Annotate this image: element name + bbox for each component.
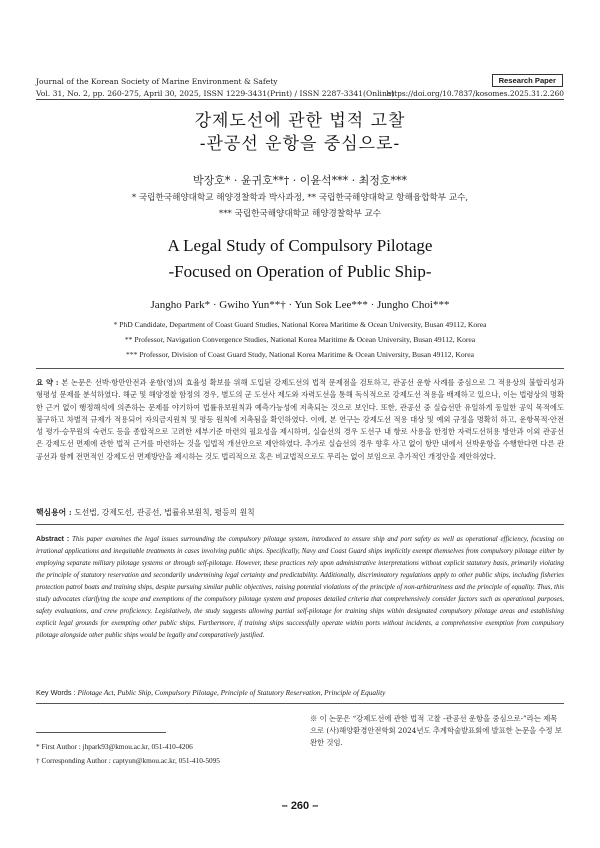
abstract-en-text: This paper examines the legal issues surrounding the compulsory pilotage system, introduced to ensure ship and port safety as well as operational efficiency, focusing on irrational applications and inequitable treatments in cases involving public ships. Specifically, Navy and Coast Guard ships implicitly exempt themselves from compulsory pilotage either by employing separate military pilotage systems or through self-pilotage. However, these practices rely upon administrative interpretations without explicit statutory basis, primarily violating the principle of statutory reservation and secondarily undermining legal certainty and predictability. Additionally, discriminatory regulations apply to other public ships, including fisheries protection patrol boats and training ships, despite pursuing similar public objectives, raising potential violations of the principle of non-arbitrariness and the principle of equality. Thus, this study advocates clarifying the scope and exemptions of the compulsory pilotage system and proposes detailed criteria that comprehensively consider factors such as operational purposes, safety evaluations, and crew proficiency. Legislatively, the study suggests allowing partial self-pilotage for training ships within designated compulsory pilotage areas and establishing explicit legal grounds for exempting other public ships. Furthermore, if training ships successfully operate within ports without incidents, a comprehensive exemption from compulsory pilotage alongside other public ships would be legally and comparatively justified. [36, 536, 564, 639]
keywords-ko-label: 핵심용어 : [36, 508, 72, 517]
keywords-en-label: Key Words : [36, 688, 76, 697]
footnote-rule [36, 732, 166, 733]
abstract-ko-text: 본 논문은 선박·항만안전과 운항(영)의 효율성 확보를 위해 도입된 강제도선의 법적 문제점을 검토하고, 관공선 운항 사례를 중심으로 그 적용상의 불합리성과 형평성 문제를 분석하였다. 해군 및 해양경찰 함정의 경우, 별도의 군 도선사 제도와 자력도선을 통해 독식적으로 강제도선 적용을 배제하고 있으나, 이는 법령상의 명확한 근거 없이 행정해석에 의존하는 문제를 야기하여 법률유보원칙과 예측가능성에 저촉되는 것으로 보인다. 또한, 관공선 중 실습선만 유일하게 동일한 공익 목적에도 불구하고 차별적 규제가 적용되어 자의금지원칙 및 평등 원칙에 저촉됨을 확인하였다. 이에, 본 연구는 강제도선 적용 대상 및 예외 규정을 명확히 하고, 운항목적·안전성 평가·승무원의 숙련도 등을 종합적으로 고려한 세부기준 마련의 필요성을 제시하며, 실습선의 경우 도선구 내 항로 사용을 한정한 자력도선허용 방안과 이외 관공선은 강제도선 면제에 관한 법적 근거를 마련하는 것을 입법적 개선안으로 제안하였다. 추가로 실습선의 경우 향후 사고 없이 항만 내에서 선박운항을 수행한다면 다른 관공선과 함께 전면적인 강제도선 면제방안을 제시하는 것도 법리적으로 혹은 비교법적으로도 무리는 없이 보임으로 추가적인 개정안을 제안하였다. [36, 378, 564, 461]
keywords-en-text: Pilotage Act, Public Ship, Compulsory Pilotage, Principle of Statutory Reservation, Principle of Equality [77, 688, 386, 697]
volume-line: Vol. 31, No. 2, pp. 260-275, April 30, 2025, ISSN 1229-3431(Print) / ISSN 2287-3341(Online) [36, 89, 395, 98]
affiliation-en-line2: ** Professor, Navigation Convergence Studies, National Korea Maritime & Ocean University, Busan 49112, Korea [124, 335, 476, 344]
abstract-ko-label: 요 약 : [36, 378, 59, 387]
abstract-rule [36, 368, 564, 369]
title-ko-line2: -관공선 운항을 중심으로- [199, 134, 401, 154]
abstract-ko [36, 377, 564, 463]
doi-link[interactable]: https://doi.org/10.7837/kosomes.2025.31.2.260 [386, 89, 564, 98]
affiliation-ko-line1: * 국립한국해양대학교 해양경찰학과 박사과정, ** 국립한국해양대학교 항해융합학부 교수, [131, 193, 469, 203]
header-rule [36, 99, 564, 100]
authors-en: Jangho Park* · Gwiho Yun**† · Yun Sok Lee*** · Jungho Choi*** [150, 299, 450, 311]
abstract-en-label: Abstract : [36, 536, 70, 543]
affiliation-en-line3: *** Professor, Division of Coast Guard Study, National Korea Maritime & Ocean University, Busan 49112, Korea [126, 350, 474, 359]
keywords-ko [36, 507, 255, 518]
keywords-ko-text: 도선법, 강제도선, 관공선, 법률유보원칙, 평등의 원칙 [74, 508, 255, 517]
section-rule [36, 524, 564, 525]
affiliation-en-line1: * PhD Candidate, Department of Coast Guard Studies, National Korea Maritime & Ocean University, Busan 49112, Korea [113, 320, 487, 329]
title-en-line1: A Legal Study of Compulsory Pilotage [167, 236, 433, 255]
conference-note: ※ 이 논문은 “강제도선에 관한 법적 고찰 -관공선 운항을 중심으로-”라는 제목으로 (사)해양환경안전학회 2024년도 추계학술발표회에 발표한 논문을 수정 보완한 것임. [310, 714, 562, 747]
title-en-line2: -Focused on Operation of Public Ship- [168, 262, 432, 281]
page-number: – 260 – [281, 800, 319, 812]
journal-name: Journal of the Korean Society of Marine Environment & Safety [36, 77, 278, 86]
keywords-rule [36, 703, 564, 704]
footnote-first-author: * First Author : jhpark93@kmou.ac.kr, 051-410-4206 [36, 742, 193, 751]
abstract-en [36, 534, 564, 642]
keywords-en [36, 688, 385, 697]
footnote-corresponding-author: † Corresponding Author : captyun@kmou.ac.kr, 051-410-5095 [36, 756, 220, 765]
affiliation-ko-line2: *** 국립한국해양대학교 해양경찰학부 교수 [218, 209, 382, 219]
authors-ko: 박장호* · 윤귀호**† · 이윤석*** · 최정호*** [193, 174, 407, 187]
research-paper-badge: Research Paper [492, 74, 563, 87]
title-ko-line1: 강제도선에 관한 법적 고찰 [194, 111, 406, 131]
